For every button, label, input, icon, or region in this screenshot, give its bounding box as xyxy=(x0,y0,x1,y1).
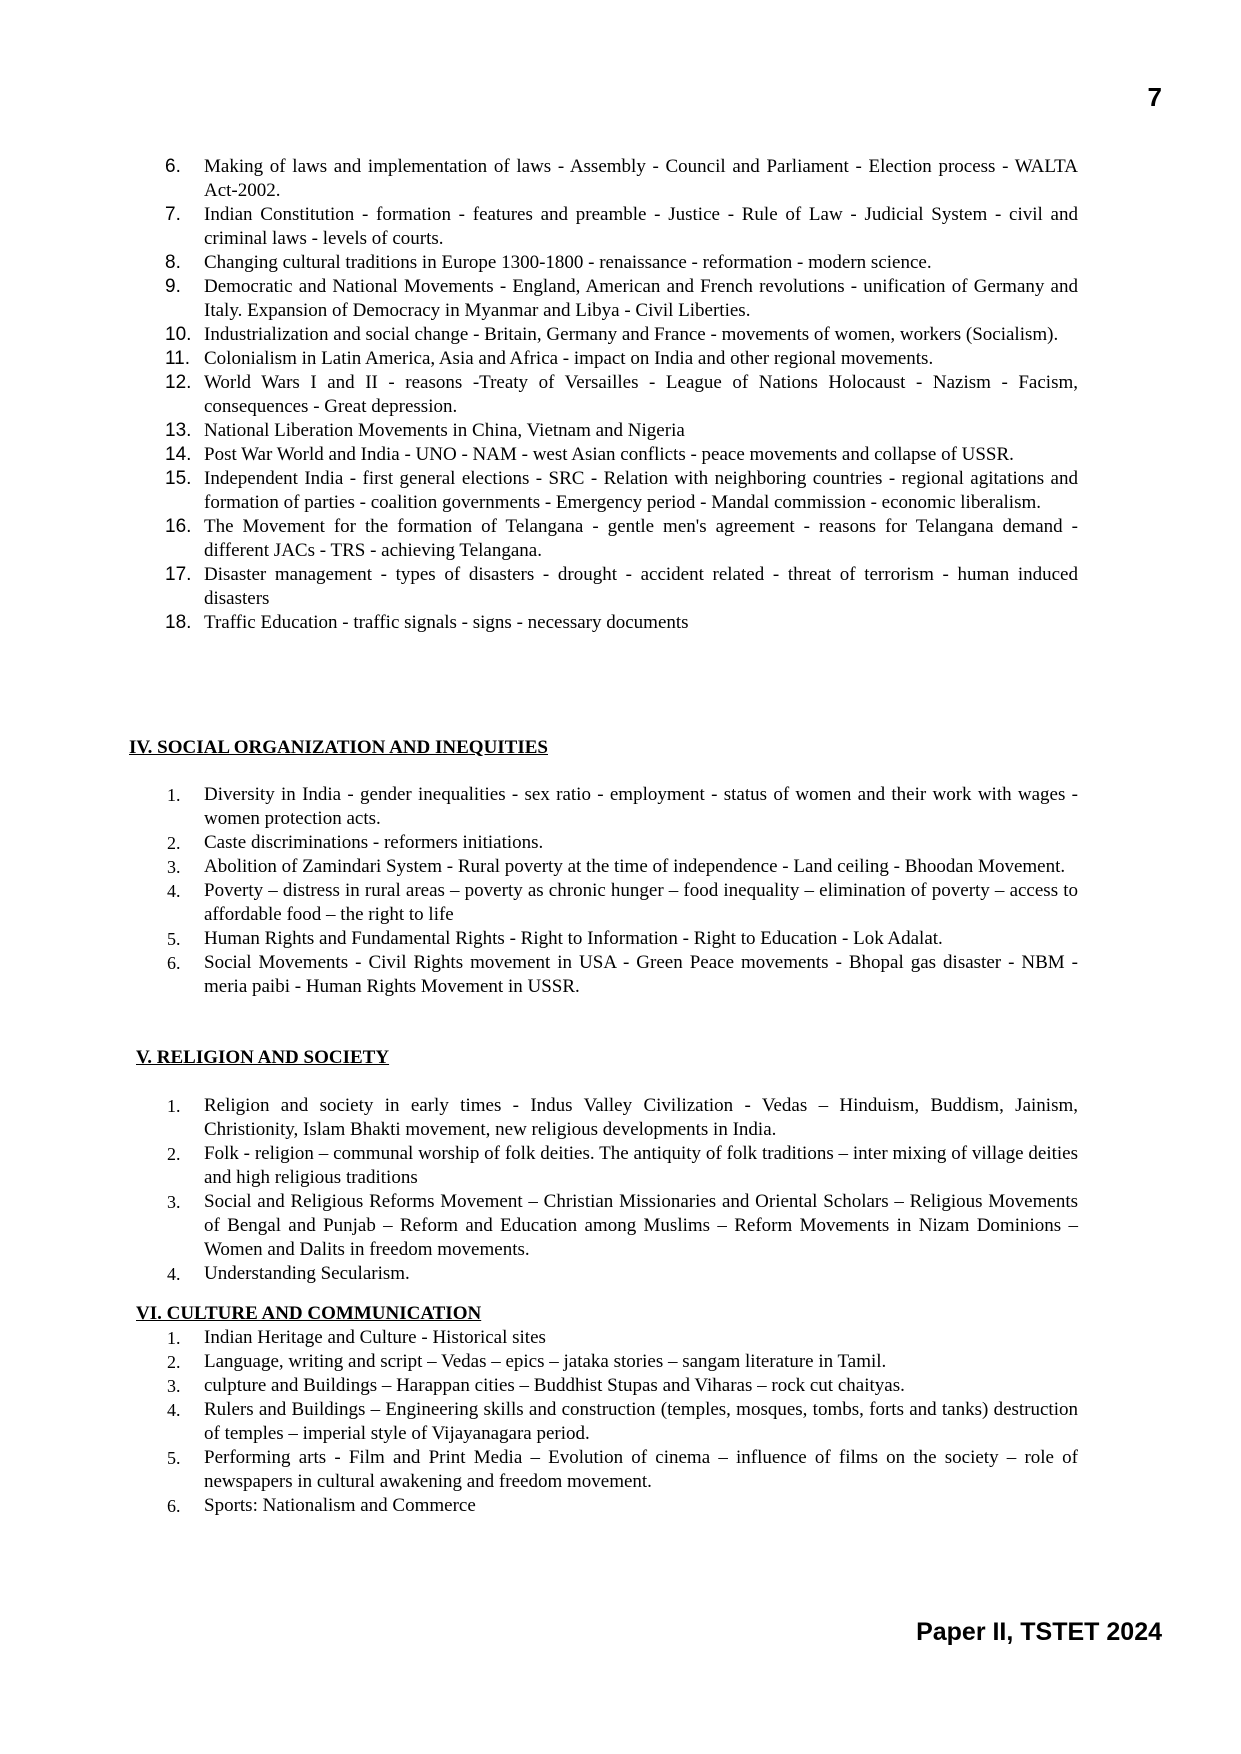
list-item: 6. Sports: Nationalism and Commerce xyxy=(167,1495,476,1516)
list-item: 10. Industrialization and social change - Britain, Germany and France - movements of women, workers (Socialism). xyxy=(165,324,1059,345)
section5-list xyxy=(0,1094,1241,1286)
section-heading-v: V. RELIGION AND SOCIETY xyxy=(136,1047,390,1068)
list-item: 9. Democratic and National Movements - England, American and French revolutions - unification of Germany and Italy. Expansion of Democracy in Myanmar and Libya - Civil Liberties. xyxy=(165,276,1078,321)
list-item: 2. Folk - religion – communal worship of folk deities. The antiquity of folk traditions – inter mixing of village deities and high religious traditions xyxy=(167,1143,1078,1188)
list-item: 1. Religion and society in early times - Indus Valley Civilization - Vedas – Hinduism, Buddism, Jainism, Christionity, Islam Bhakti movement, new religious developments in India. xyxy=(167,1095,1078,1140)
list-item: 7. Indian Constitution - formation - features and preamble - Justice - Rule of Law - Judicial System - civil and criminal laws - levels of courts. xyxy=(165,204,1078,249)
section-heading-iv: IV. SOCIAL ORGANIZATION AND INEQUITIES xyxy=(129,737,548,758)
section4-list xyxy=(0,783,1241,999)
list-item: 14. Post War World and India - UNO - NAM - west Asian conflicts - peace movements and collapse of USSR. xyxy=(165,444,1014,465)
list-item: 3. Social and Religious Reforms Movement – Christian Missionaries and Oriental Scholars – Religious Movements of Bengal and Punjab – Reform and Education among Muslims – Reform Movements in Nizam Dominions – Women and Dalits in freedom movements. xyxy=(167,1191,1078,1260)
section-heading-vi: VI. CULTURE AND COMMUNICATION xyxy=(136,1303,482,1324)
list-item: 3. culpture and Buildings – Harappan cities – Buddhist Stupas and Viharas – rock cut chaityas. xyxy=(167,1375,905,1396)
list-item: 2. Language, writing and script – Vedas – epics – jataka stories – sangam literature in Tamil. xyxy=(167,1351,887,1372)
list-item: 4. Understanding Secularism. xyxy=(167,1263,410,1284)
footer-label: Paper II, TSTET 2024 xyxy=(916,1618,1162,1646)
list-item: 3. Abolition of Zamindari System - Rural poverty at the time of independence - Land ceiling - Bhoodan Movement. xyxy=(167,856,1066,877)
list-item: 6. Making of laws and implementation of laws - Assembly - Council and Parliament - Election process - WALTA Act-2002. xyxy=(165,156,1078,201)
list-item: 15. Independent India - first general elections - SRC - Relation with neighboring countries - regional agitations and formation of parties - coalition governments - Emergency period - Mandal commission - economic liberalism. xyxy=(165,468,1078,513)
list-item: 1. Indian Heritage and Culture - Historical sites xyxy=(167,1327,546,1348)
list-item: 5. Performing arts - Film and Print Media – Evolution of cinema – influence of films on the society – role of newspapers in cultural awakening and freedom movement. xyxy=(167,1447,1078,1492)
list-item: 1. Diversity in India - gender inequalities - sex ratio - employment - status of women and their work with wages - women protection acts. xyxy=(167,784,1078,829)
section3-list xyxy=(0,155,1241,635)
list-item: 17. Disaster management - types of disasters - drought - accident related - threat of terrorism - human induced disasters xyxy=(165,564,1078,609)
list-item: 8. Changing cultural traditions in Europe 1300-1800 - renaissance - reformation - modern science. xyxy=(165,252,932,273)
list-item: 2. Caste discriminations - reformers initiations. xyxy=(167,832,544,853)
list-item: 13. National Liberation Movements in China, Vietnam and Nigeria xyxy=(165,420,685,441)
list-item: 18. Traffic Education - traffic signals - signs - necessary documents xyxy=(165,612,689,633)
list-item: 4. Poverty – distress in rural areas – poverty as chronic hunger – food inequality – elimination of poverty – access to affordable food – the right to life xyxy=(167,880,1078,925)
list-item: 4. Rulers and Buildings – Engineering skills and construction (temples, mosques, tombs, forts and tanks) destruction of temples – imperial style of Vijayanagara period. xyxy=(167,1399,1078,1444)
list-item: 16. The Movement for the formation of Telangana - gentle men's agreement - reasons for Telangana demand - different JACs - TRS - achieving Telangana. xyxy=(165,516,1078,561)
list-item: 11. Colonialism in Latin America, Asia and Africa - impact on India and other regional movements. xyxy=(165,348,934,369)
list-item: 6. Social Movements - Civil Rights movement in USA - Green Peace movements - Bhopal gas disaster - NBM - meria paibi - Human Rights Movement in USSR. xyxy=(167,952,1078,997)
page-number: 7 xyxy=(1147,82,1162,112)
section6-list xyxy=(0,1326,1241,1518)
list-item: 5. Human Rights and Fundamental Rights - Right to Information - Right to Education - Lok Adalat. xyxy=(167,928,943,949)
list-item: 12. World Wars I and II - reasons -Treaty of Versailles - League of Nations Holocaust - Nazism - Facism, consequences - Great depression. xyxy=(165,372,1078,417)
